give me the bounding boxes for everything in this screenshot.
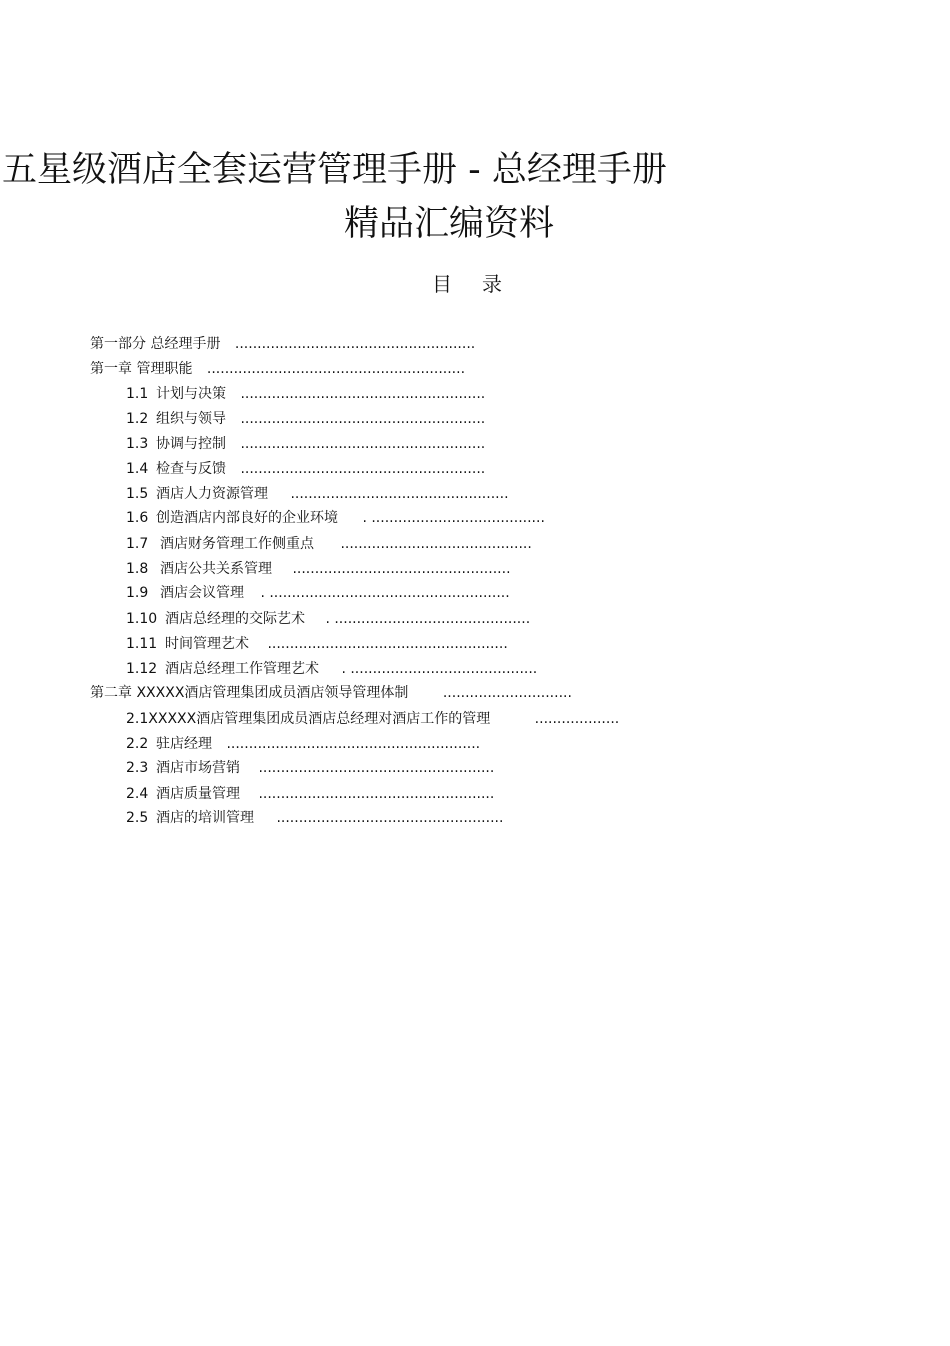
toc-entry-leader: .......................................................	[240, 386, 486, 402]
toc-entry[interactable]	[126, 609, 530, 629]
toc-entry-label: 酒店会议管理	[160, 585, 244, 601]
toc-entry-leader: ...................	[534, 711, 620, 727]
toc-entry-number: 1.3	[126, 436, 149, 452]
toc-entry[interactable]	[126, 534, 532, 554]
toc-entry-label: 第一部分 总经理手册	[90, 336, 221, 352]
toc-entry[interactable]	[126, 758, 494, 778]
toc-entry-leader: .......................................................	[240, 436, 486, 452]
toc-entry-leader: .......................................................	[240, 411, 486, 427]
document-subtitle: 精品汇编资料	[344, 204, 555, 244]
toc-entry-number: 2.5	[126, 810, 149, 826]
toc-entry-label: 酒店总经理的交际艺术	[165, 611, 305, 627]
toc-entry-number: 1.8	[126, 561, 149, 577]
toc-entry-number: 1.2	[126, 411, 149, 427]
toc-entry[interactable]	[90, 359, 465, 379]
toc-entry-leader: ...................................................	[276, 810, 504, 826]
toc-entry-leader: .......................................................	[240, 461, 486, 477]
toc-entry-leader: ......................................................	[234, 336, 476, 352]
toc-entry-number: 2.4	[126, 786, 149, 802]
toc-entry[interactable]	[126, 459, 485, 479]
toc-entry[interactable]	[126, 409, 485, 429]
toc-entry-number: 1.5	[126, 486, 149, 502]
toc-entry-label: 酒店总经理工作管理艺术	[165, 661, 319, 677]
toc-entry[interactable]	[126, 384, 485, 404]
toc-entry-number: 2.2	[126, 736, 149, 752]
toc-entry-number: 1.11	[126, 636, 158, 652]
toc-entry[interactable]	[126, 634, 508, 654]
toc-entry-leader: .................................................	[290, 486, 509, 502]
toc-entry-leader: . ............................................	[325, 611, 531, 627]
toc-entry-number: 1.4	[126, 461, 149, 477]
toc-entry[interactable]	[126, 784, 494, 804]
toc-entry[interactable]	[126, 808, 503, 828]
document-title: 五星级酒店全套运营管理手册 - 总经理手册	[2, 150, 667, 190]
toc-entry-label: 酒店公共关系管理	[160, 561, 272, 577]
toc-entry-leader: ...........................................	[340, 536, 532, 552]
toc-entry-label: 创造酒店内部良好的企业环境	[156, 510, 338, 526]
toc-entry-leader: .....................................................	[258, 786, 495, 802]
toc-heading: 目录	[432, 272, 532, 296]
toc-entry-number: 1.1	[126, 386, 149, 402]
toc-entry-label: 组织与领导	[156, 411, 226, 427]
toc-entry-leader: . .......................................	[362, 510, 545, 526]
toc-entry[interactable]	[126, 508, 545, 528]
toc-entry-label: 酒店人力资源管理	[156, 486, 268, 502]
toc-entry[interactable]	[90, 683, 572, 703]
toc-entry-label: 检查与反馈	[156, 461, 226, 477]
toc-entry-number: 2.3	[126, 760, 149, 776]
toc-entry-label: 酒店的培训管理	[156, 810, 254, 826]
toc-entry-label: 时间管理艺术	[165, 636, 249, 652]
toc-entry[interactable]	[126, 659, 537, 679]
toc-entry[interactable]	[126, 583, 510, 603]
toc-entry-label: 第二章 XXXXX酒店管理集团成员酒店领导管理体制	[90, 685, 409, 701]
toc-entry-label: 酒店质量管理	[156, 786, 240, 802]
toc-entry-number: 1.9	[126, 585, 149, 601]
toc-entry-leader: .............................	[442, 685, 572, 701]
toc-entry-leader: . ......................................................	[260, 585, 510, 601]
toc-entry[interactable]	[126, 559, 511, 579]
toc-entry-label: 第一章 管理职能	[90, 361, 193, 377]
toc-entry-number: 1.10	[126, 611, 158, 627]
toc-entry-leader: ..........................................................	[206, 361, 466, 377]
toc-entry[interactable]	[126, 434, 485, 454]
toc-entry-leader: ......................................................	[267, 636, 508, 652]
toc-entry-label: 驻店经理	[156, 736, 212, 752]
toc-entry-label: 协调与控制	[156, 436, 226, 452]
toc-entry-number: 1.12	[126, 661, 158, 677]
toc-entry-leader: .........................................................	[226, 736, 481, 752]
toc-entry-leader: . ..........................................	[341, 661, 538, 677]
toc-entry-leader: .....................................................	[258, 760, 495, 776]
toc-entry[interactable]	[126, 709, 619, 729]
toc-entry-number: 1.7	[126, 536, 149, 552]
toc-entry-number: 1.6	[126, 510, 149, 526]
toc-entry[interactable]	[90, 334, 475, 354]
toc-entry-label: 2.1XXXXX酒店管理集团成员酒店总经理对酒店工作的管理	[126, 711, 491, 727]
toc-entry-label: 计划与决策	[156, 386, 226, 402]
toc-entry-label: 酒店财务管理工作侧重点	[160, 536, 314, 552]
toc-entry-leader: .................................................	[292, 561, 511, 577]
toc-entry[interactable]	[126, 734, 480, 754]
toc-entry-label: 酒店市场营销	[156, 760, 240, 776]
toc-entry[interactable]	[126, 484, 509, 504]
